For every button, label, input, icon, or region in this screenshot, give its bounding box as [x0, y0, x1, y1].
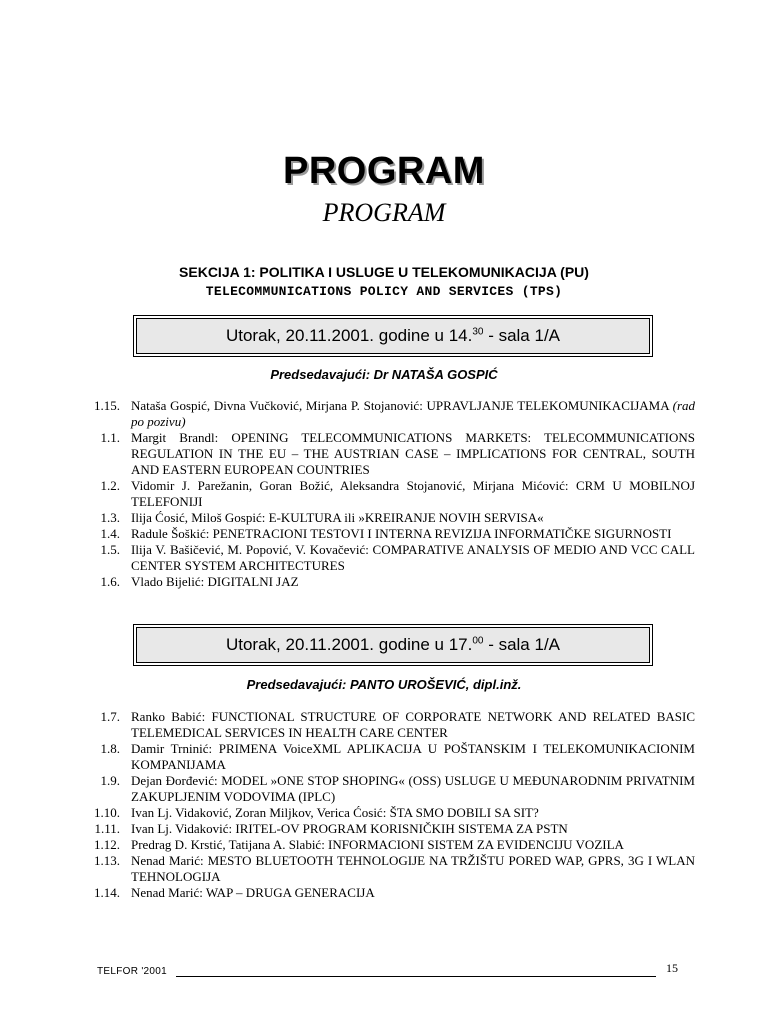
- section-title-serbian: SEKCIJA 1: POLITIKA I USLUGE U TELEKOMUNIKACIJA (PU): [179, 264, 589, 280]
- paper-item: [0, 430, 768, 478]
- paper-item: [0, 773, 768, 805]
- paper-title: Vlado Bijelić: DIGITALNI JAZ: [131, 574, 299, 589]
- paper-title: Damir Trninić: PRIMENA VoiceXML APLIKACIJA U POŠTANSKIM I TELEKOMUNIKACIONIM KOMPANIJAMA: [131, 741, 695, 772]
- invited-paper-note: (rad po pozivu): [131, 398, 695, 429]
- paper-item: [0, 837, 768, 853]
- paper-title: Vidomir J. Parežanin, Goran Božić, Aleksandra Stojanović, Mirjana Mićović: CRM U MOBILNOJ TELEFONIJI: [131, 478, 695, 509]
- paper-title: Nenad Marić: MESTO BLUETOOTH TEHNOLOGIJE NA TRŽIŠTU PORED WAP, GPRS, 3G I WLAN TEHNOLOGIJA: [131, 853, 695, 884]
- paper-title: Nenad Marić: WAP – DRUGA GENERACIJA: [131, 885, 375, 900]
- paper-title: Nataša Gospić, Divna Vučković, Mirjana P. Stojanović: UPRAVLJANJE TELEKOMUNIKACIJAMA (rad po pozivu): [131, 398, 695, 429]
- paper-title: Ilija V. Bašičević, M. Popović, V. Kovačević: COMPARATIVE ANALYSIS OF MEDIO AND VCC CALL CENTER SYSTEM ARCHITECTURES: [131, 542, 695, 573]
- paper-title: Dejan Đorđević: MODEL »ONE STOP SHOPING« (OSS) USLUGE U MEĐUNARODNIM PRIVATNIM ZAKUPLJENIM VODOVIMA (IPLC): [131, 773, 695, 804]
- paper-item: [0, 805, 768, 821]
- paper-number: 1.6.: [100, 574, 120, 589]
- paper-number: 1.1.: [100, 430, 120, 445]
- session-2-heading: Utorak, 20.11.2001. godine u 17.00 - sala 1/A: [136, 627, 650, 663]
- session-1-chair: Predsedavajući: Dr NATAŠA GOSPIĆ: [270, 367, 498, 382]
- paper-item: [0, 741, 768, 773]
- paper-number: 1.9.: [100, 773, 120, 788]
- footer-rule: [176, 976, 656, 977]
- footer-conference-name: TELFOR '2001: [97, 966, 167, 977]
- page-title: PROGRAM: [283, 150, 485, 192]
- paper-item: [0, 853, 768, 885]
- paper-number: 1.4.: [100, 526, 120, 541]
- page-subtitle: PROGRAM: [322, 198, 446, 227]
- paper-number: 1.3.: [100, 510, 120, 525]
- paper-title: Radule Šoškić: PENETRACIONI TESTOVI I INTERNA REVIZIJA INFORMATIČKE SIGURNOSTI: [131, 526, 672, 541]
- paper-number: 1.7.: [100, 709, 120, 724]
- session-2-chair: Predsedavajući: PANTO UROŠEVIĆ, dipl.inž.: [246, 677, 522, 692]
- paper-item: [0, 526, 768, 542]
- paper-item: [0, 821, 768, 837]
- paper-item: [0, 885, 768, 901]
- paper-title: Ivan Lj. Vidaković: IRITEL-OV PROGRAM KORISNIČKIH SISTEMA ZA PSTN: [131, 821, 568, 836]
- paper-item: [0, 478, 768, 510]
- session-1-heading: Utorak, 20.11.2001. godine u 14.30 - sala 1/A: [136, 318, 650, 354]
- session-2-paper-list: [0, 709, 768, 901]
- paper-item: [0, 510, 768, 526]
- paper-title: Ivan Lj. Vidaković, Zoran Miljkov, Verica Ćosić: ŠTA SMO DOBILI SA SIT?: [131, 805, 539, 820]
- section-title-english: TELECOMMUNICATIONS POLICY AND SERVICES (TPS): [205, 284, 563, 299]
- paper-number: 1.8.: [100, 741, 120, 756]
- paper-title: Margit Brandl: OPENING TELECOMMUNICATIONS MARKETS: TELECOMMUNICATIONS REGULATION IN THE EU – THE AUSTRIAN CASE – IMPLICATIONS FOR CENTRAL, SOUTH AND EASTERN EUROPEAN COUNTRIES: [131, 430, 695, 477]
- session-1-paper-list: [0, 398, 768, 590]
- paper-title: Ilija Ćosić, Miloš Gospić: E-KULTURA ili »KREIRANJE NOVIH SERVISA«: [131, 510, 544, 525]
- paper-item: [0, 574, 768, 590]
- paper-title: Predrag D. Krstić, Tatijana A. Slabić: INFORMACIONI SISTEM ZA EVIDENCIJU VOZILA: [131, 837, 624, 852]
- paper-number: 1.14.: [94, 885, 120, 900]
- paper-title: Ranko Babić: FUNCTIONAL STRUCTURE OF CORPORATE NETWORK AND RELATED BASIC TELEMEDICAL SERVICES IN HEALTH CARE CENTER: [131, 709, 695, 740]
- paper-number: 1.11.: [94, 821, 120, 836]
- paper-number: 1.5.: [100, 542, 120, 557]
- paper-number: 1.13.: [94, 853, 120, 868]
- paper-number: 1.15.: [94, 398, 120, 413]
- paper-item: [0, 398, 768, 430]
- paper-number: 1.12.: [94, 837, 120, 852]
- paper-number: 1.2.: [100, 478, 120, 493]
- page-number: 15: [666, 961, 678, 975]
- paper-item: [0, 709, 768, 741]
- paper-item: [0, 542, 768, 574]
- paper-number: 1.10.: [94, 805, 120, 820]
